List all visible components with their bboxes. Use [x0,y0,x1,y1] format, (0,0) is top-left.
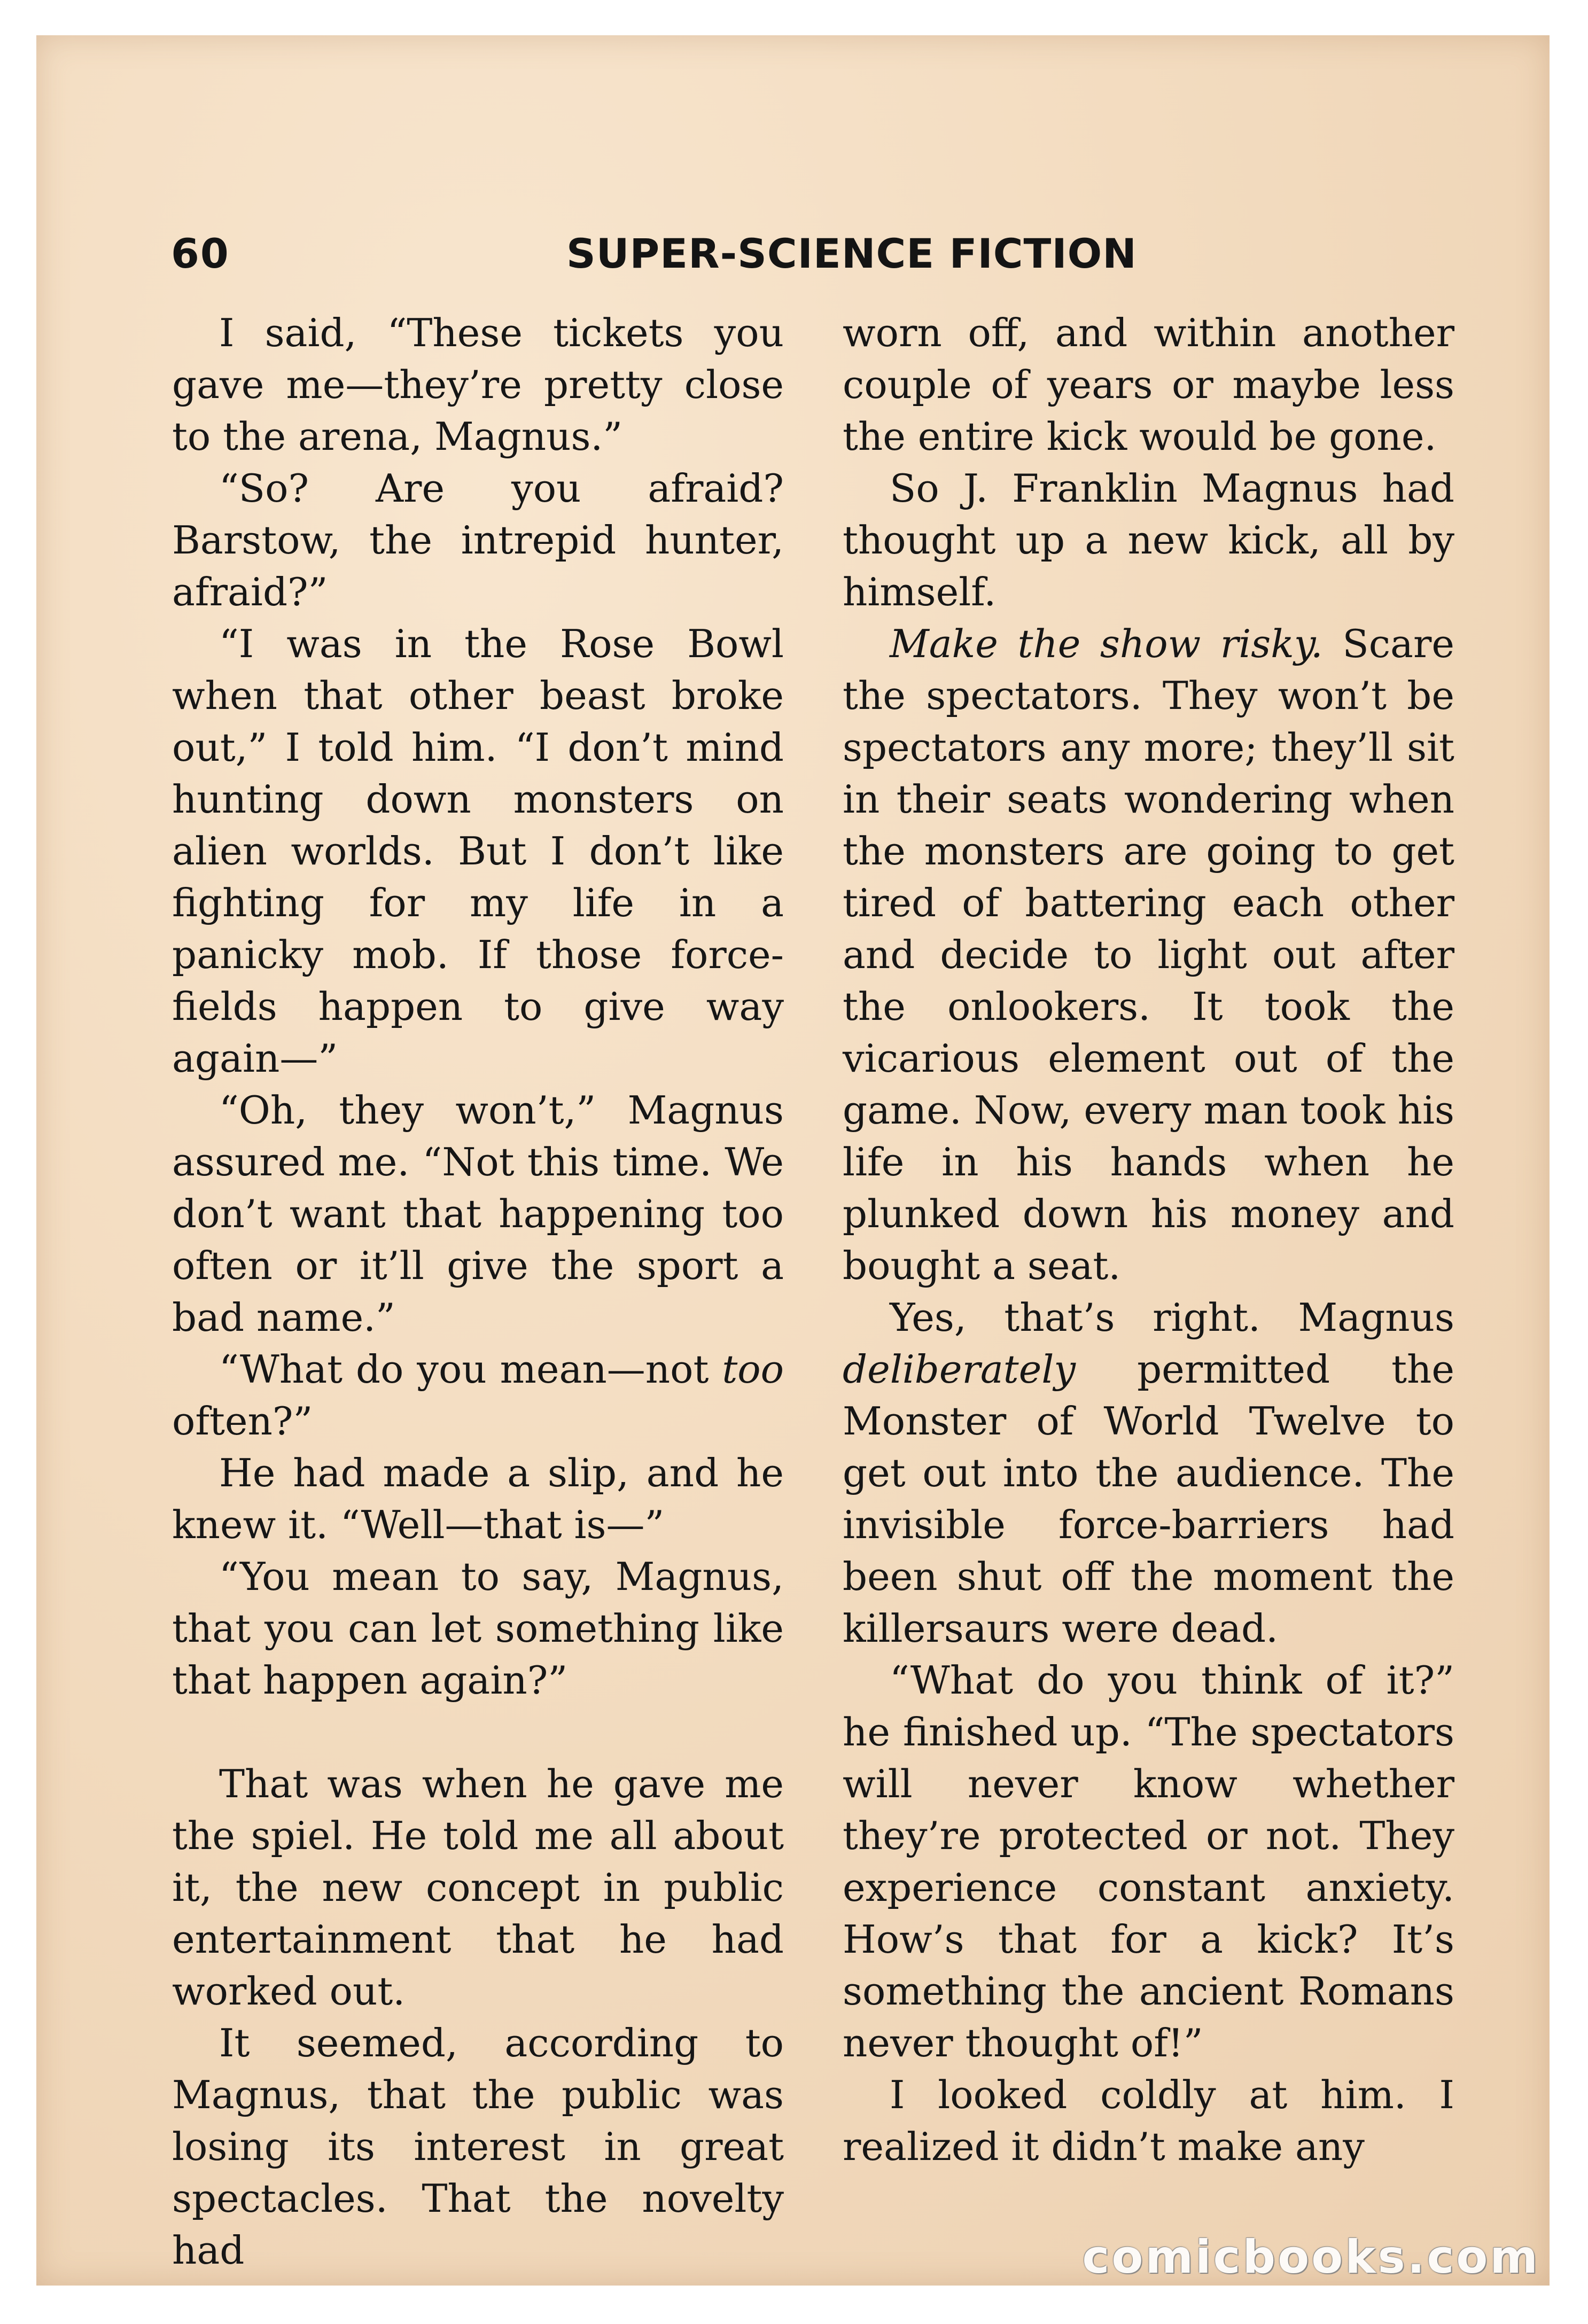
paragraph: I looked coldly at him. I realized it didn’t make any [843,2072,1454,2169]
paragraph: “What do you think of it?” he finished up. “The spectators will never know whether they’re protected or not. They experience constant anxiety. How’s that for a kick? It’s something the ancient Romans never thought of!” [843,1658,1454,2065]
paragraph: I said, “These tickets you gave me—they’re pretty close to the arena, Magnus.” [172,310,784,459]
text-span: “What do you mean—not [219,1347,722,1392]
text-span: often?” [172,1399,313,1444]
paragraph: “Oh, they won’t,” Magnus assured me. “Not this time. We don’t want that happening too often or it’ll give the sport a bad name.” [172,1088,784,1340]
paragraph [843,1292,1454,1655]
paragraph [172,1344,784,1447]
italic-span: too [722,1347,784,1392]
paragraph: worn off, and within another couple of years or maybe less the entire kick would be gone. [843,310,1454,459]
running-title: SUPER-SCIENCE FICTION [566,230,1137,277]
page-number: 60 [171,230,230,277]
italic-span: Make the show risky. [890,621,1323,666]
left-column [172,307,784,2276]
paragraph: He had made a slip, and he knew it. “Well—that is—” [172,1450,784,1547]
paragraph: That was when he gave me the spiel. He told me all about it, the new concept in public entertainment that he had worked out. [172,1761,784,2014]
text-span: permitted the Monster of World Twelve to get out into the audience. The invisible force-barriers had been shut off the moment the killersaurs were dead. [843,1347,1454,1651]
right-column [843,307,1454,2173]
paragraph: “I was in the Rose Bowl when that other beast broke out,” I told him. “I don’t mind hunting down monsters on alien worlds. But I don’t like fighting for my life in a panicky mob. If those force-fields happen to give way again—” [172,621,784,1081]
text-span: Yes, that’s right. Magnus [890,1295,1454,1340]
paragraph: So J. Franklin Magnus had thought up a new kick, all by himself. [843,466,1454,614]
paragraph: “You mean to say, Magnus, that you can let something like that happen again?” [172,1554,784,1703]
italic-span: deliberately [843,1347,1076,1392]
text-span: Scare the spectators. They won’t be spectators any more; they’ll sit in their seats wondering when the monsters are going to get tired of battering each other and decide to light out after the onlookers. It took the vicarious element out of the game. Now, every man took his life in his hands when he plunked down his money and bought a seat. [843,621,1454,1288]
paragraph: “So? Are you afraid? Barstow, the intrepid hunter, afraid?” [172,466,784,614]
paragraph [843,618,1454,1292]
paragraph: It seemed, according to Magnus, that the public was losing its interest in great spectacles. That the novelty had [172,2021,784,2273]
page-header [171,230,1137,288]
site-watermark: comicbooks.com [1082,2231,1540,2284]
